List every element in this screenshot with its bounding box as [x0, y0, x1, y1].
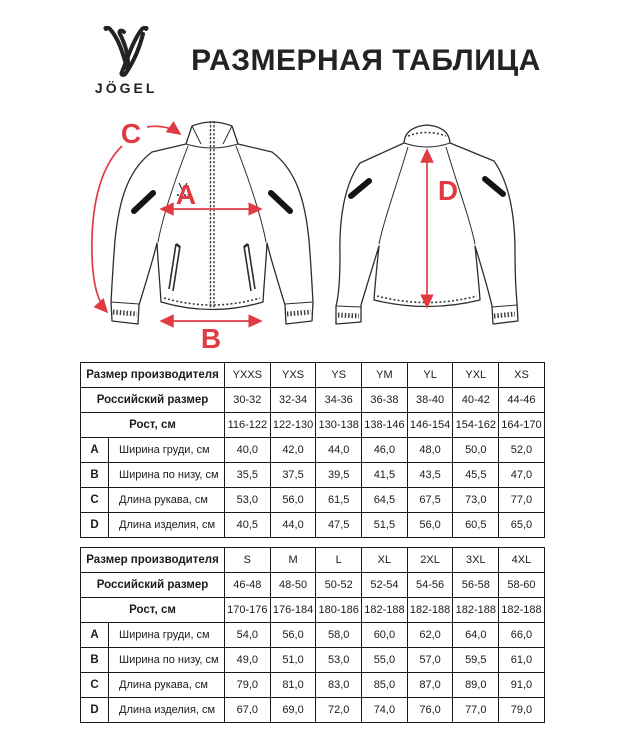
front-jacket-diagram [92, 118, 313, 354]
label-c: C [120, 118, 142, 149]
measure-value: 40,5 [225, 513, 271, 538]
measure-value: 53,0 [225, 488, 271, 513]
measure-value: 77,0 [499, 488, 545, 513]
size-value: 34-36 [316, 388, 362, 413]
label-b: B [200, 323, 222, 354]
jacket-diagrams [0, 100, 624, 355]
dimension-label: Ширина груди, см [109, 438, 225, 463]
table-data-row [81, 513, 545, 538]
table-header-row [81, 598, 545, 623]
measure-value: 61,0 [499, 648, 545, 673]
size-tables [80, 362, 544, 723]
row-header-label: Российский размер [81, 388, 225, 413]
table-data-row [81, 698, 545, 723]
size-value: XS [499, 363, 545, 388]
measure-value: 56,0 [270, 488, 316, 513]
size-value: 56-58 [453, 573, 499, 598]
size-value: 182-188 [407, 598, 453, 623]
measure-value: 40,0 [225, 438, 271, 463]
row-header-label: Размер производителя [81, 363, 225, 388]
size-value: S [225, 548, 271, 573]
size-value: 40-42 [453, 388, 499, 413]
measure-value: 74,0 [362, 698, 408, 723]
size-value: YXXS [225, 363, 271, 388]
size-value: M [270, 548, 316, 573]
measure-value: 81,0 [270, 673, 316, 698]
size-value: 36-38 [362, 388, 408, 413]
jogel-v-icon [100, 26, 152, 78]
measure-value: 77,0 [453, 698, 499, 723]
measure-value: 65,0 [499, 513, 545, 538]
size-table-adult [80, 547, 545, 723]
size-value: 164-170 [499, 413, 545, 438]
dimension-letter: D [81, 513, 109, 538]
dimension-label: Длина изделия, см [109, 513, 225, 538]
measure-value: 76,0 [407, 698, 453, 723]
measure-value: 67,0 [225, 698, 271, 723]
measure-value: 42,0 [270, 438, 316, 463]
size-value: 182-188 [499, 598, 545, 623]
table-header-row [81, 388, 545, 413]
table-header-row [81, 413, 545, 438]
measure-value: 83,0 [316, 673, 362, 698]
brand-logo [83, 26, 169, 96]
size-value: YXL [453, 363, 499, 388]
table-data-row [81, 488, 545, 513]
measure-value: 60,5 [453, 513, 499, 538]
row-header-label: Рост, см [81, 413, 225, 438]
size-value: YL [407, 363, 453, 388]
size-value: 2XL [407, 548, 453, 573]
table-data-row [81, 438, 545, 463]
table-data-row [81, 623, 545, 648]
dimension-letter: C [81, 673, 109, 698]
brand-wordmark: JÖGEL [94, 80, 158, 96]
measure-value: 56,0 [270, 623, 316, 648]
measure-value: 37,5 [270, 463, 316, 488]
size-value: 3XL [453, 548, 499, 573]
measure-value: 50,0 [453, 438, 499, 463]
table-data-row [81, 463, 545, 488]
dimension-label: Длина рукава, см [109, 488, 225, 513]
dimension-letter: A [81, 438, 109, 463]
size-value: YS [316, 363, 362, 388]
size-value: 138-146 [362, 413, 408, 438]
measure-value: 85,0 [362, 673, 408, 698]
size-value: 54-56 [407, 573, 453, 598]
size-value: 146-154 [407, 413, 453, 438]
size-value: 50-52 [316, 573, 362, 598]
measure-value: 44,0 [270, 513, 316, 538]
size-value: 116-122 [225, 413, 271, 438]
measure-value: 44,0 [316, 438, 362, 463]
measure-value: 66,0 [499, 623, 545, 648]
row-header-label: Размер производителя [81, 548, 225, 573]
measure-value: 49,0 [225, 648, 271, 673]
header [0, 26, 624, 96]
dimension-label: Ширина по низу, см [109, 648, 225, 673]
front-jacket-body [111, 122, 313, 324]
size-value: 32-34 [270, 388, 316, 413]
size-value: 170-176 [225, 598, 271, 623]
page-title: РАЗМЕРНАЯ ТАБЛИЦА [191, 44, 541, 77]
measure-value: 87,0 [407, 673, 453, 698]
dimension-letter: B [81, 648, 109, 673]
measure-value: 59,5 [453, 648, 499, 673]
measure-value: 56,0 [407, 513, 453, 538]
size-value: L [316, 548, 362, 573]
size-value: 130-138 [316, 413, 362, 438]
dimension-letter: A [81, 623, 109, 648]
measure-value: 48,0 [407, 438, 453, 463]
size-value: 182-188 [362, 598, 408, 623]
measure-value: 69,0 [270, 698, 316, 723]
measure-value: 45,5 [453, 463, 499, 488]
label-a: A [175, 179, 197, 210]
size-value: XL [362, 548, 408, 573]
measure-value: 51,0 [270, 648, 316, 673]
measure-value: 57,0 [407, 648, 453, 673]
measure-value: 35,5 [225, 463, 271, 488]
size-value: 122-130 [270, 413, 316, 438]
size-table-youth [80, 362, 545, 538]
size-value: 176-184 [270, 598, 316, 623]
dimension-label: Длина рукава, см [109, 673, 225, 698]
measure-value: 46,0 [362, 438, 408, 463]
table-data-row [81, 648, 545, 673]
dimension-label: Ширина груди, см [109, 623, 225, 648]
table-header-row [81, 548, 545, 573]
row-header-label: Российский размер [81, 573, 225, 598]
dimension-letter: B [81, 463, 109, 488]
measure-value: 64,0 [453, 623, 499, 648]
measure-value: 61,5 [316, 488, 362, 513]
size-value: 48-50 [270, 573, 316, 598]
measure-value: 62,0 [407, 623, 453, 648]
table-data-row [81, 673, 545, 698]
measure-value: 64,5 [362, 488, 408, 513]
measure-value: 43,5 [407, 463, 453, 488]
measure-value: 47,0 [499, 463, 545, 488]
measure-value: 55,0 [362, 648, 408, 673]
measure-value: 54,0 [225, 623, 271, 648]
dimension-label: Длина изделия, см [109, 698, 225, 723]
size-value: YM [362, 363, 408, 388]
measure-value: 79,0 [225, 673, 271, 698]
size-value: 4XL [499, 548, 545, 573]
table-header-row [81, 363, 545, 388]
size-value: 30-32 [225, 388, 271, 413]
dimension-label: Ширина по низу, см [109, 463, 225, 488]
dimension-letter: D [81, 698, 109, 723]
size-value: 154-162 [453, 413, 499, 438]
measure-value: 67,5 [407, 488, 453, 513]
measure-value: 52,0 [499, 438, 545, 463]
size-value: 38-40 [407, 388, 453, 413]
measure-value: 58,0 [316, 623, 362, 648]
measure-value: 91,0 [499, 673, 545, 698]
size-value: 52-54 [362, 573, 408, 598]
measure-value: 51,5 [362, 513, 408, 538]
measure-value: 39,5 [316, 463, 362, 488]
measure-value: 53,0 [316, 648, 362, 673]
label-d: D [437, 175, 459, 206]
back-jacket-diagram [336, 125, 518, 324]
dimension-letter: C [81, 488, 109, 513]
measure-value: 60,0 [362, 623, 408, 648]
size-value: 58-60 [499, 573, 545, 598]
size-value: YXS [270, 363, 316, 388]
measure-value: 41,5 [362, 463, 408, 488]
size-value: 46-48 [225, 573, 271, 598]
measure-value: 72,0 [316, 698, 362, 723]
size-value: 44-46 [499, 388, 545, 413]
row-header-label: Рост, см [81, 598, 225, 623]
measure-value: 47,5 [316, 513, 362, 538]
size-value: 180-186 [316, 598, 362, 623]
size-value: 182-188 [453, 598, 499, 623]
measure-value: 89,0 [453, 673, 499, 698]
measure-value: 73,0 [453, 488, 499, 513]
measure-value: 79,0 [499, 698, 545, 723]
table-header-row [81, 573, 545, 598]
